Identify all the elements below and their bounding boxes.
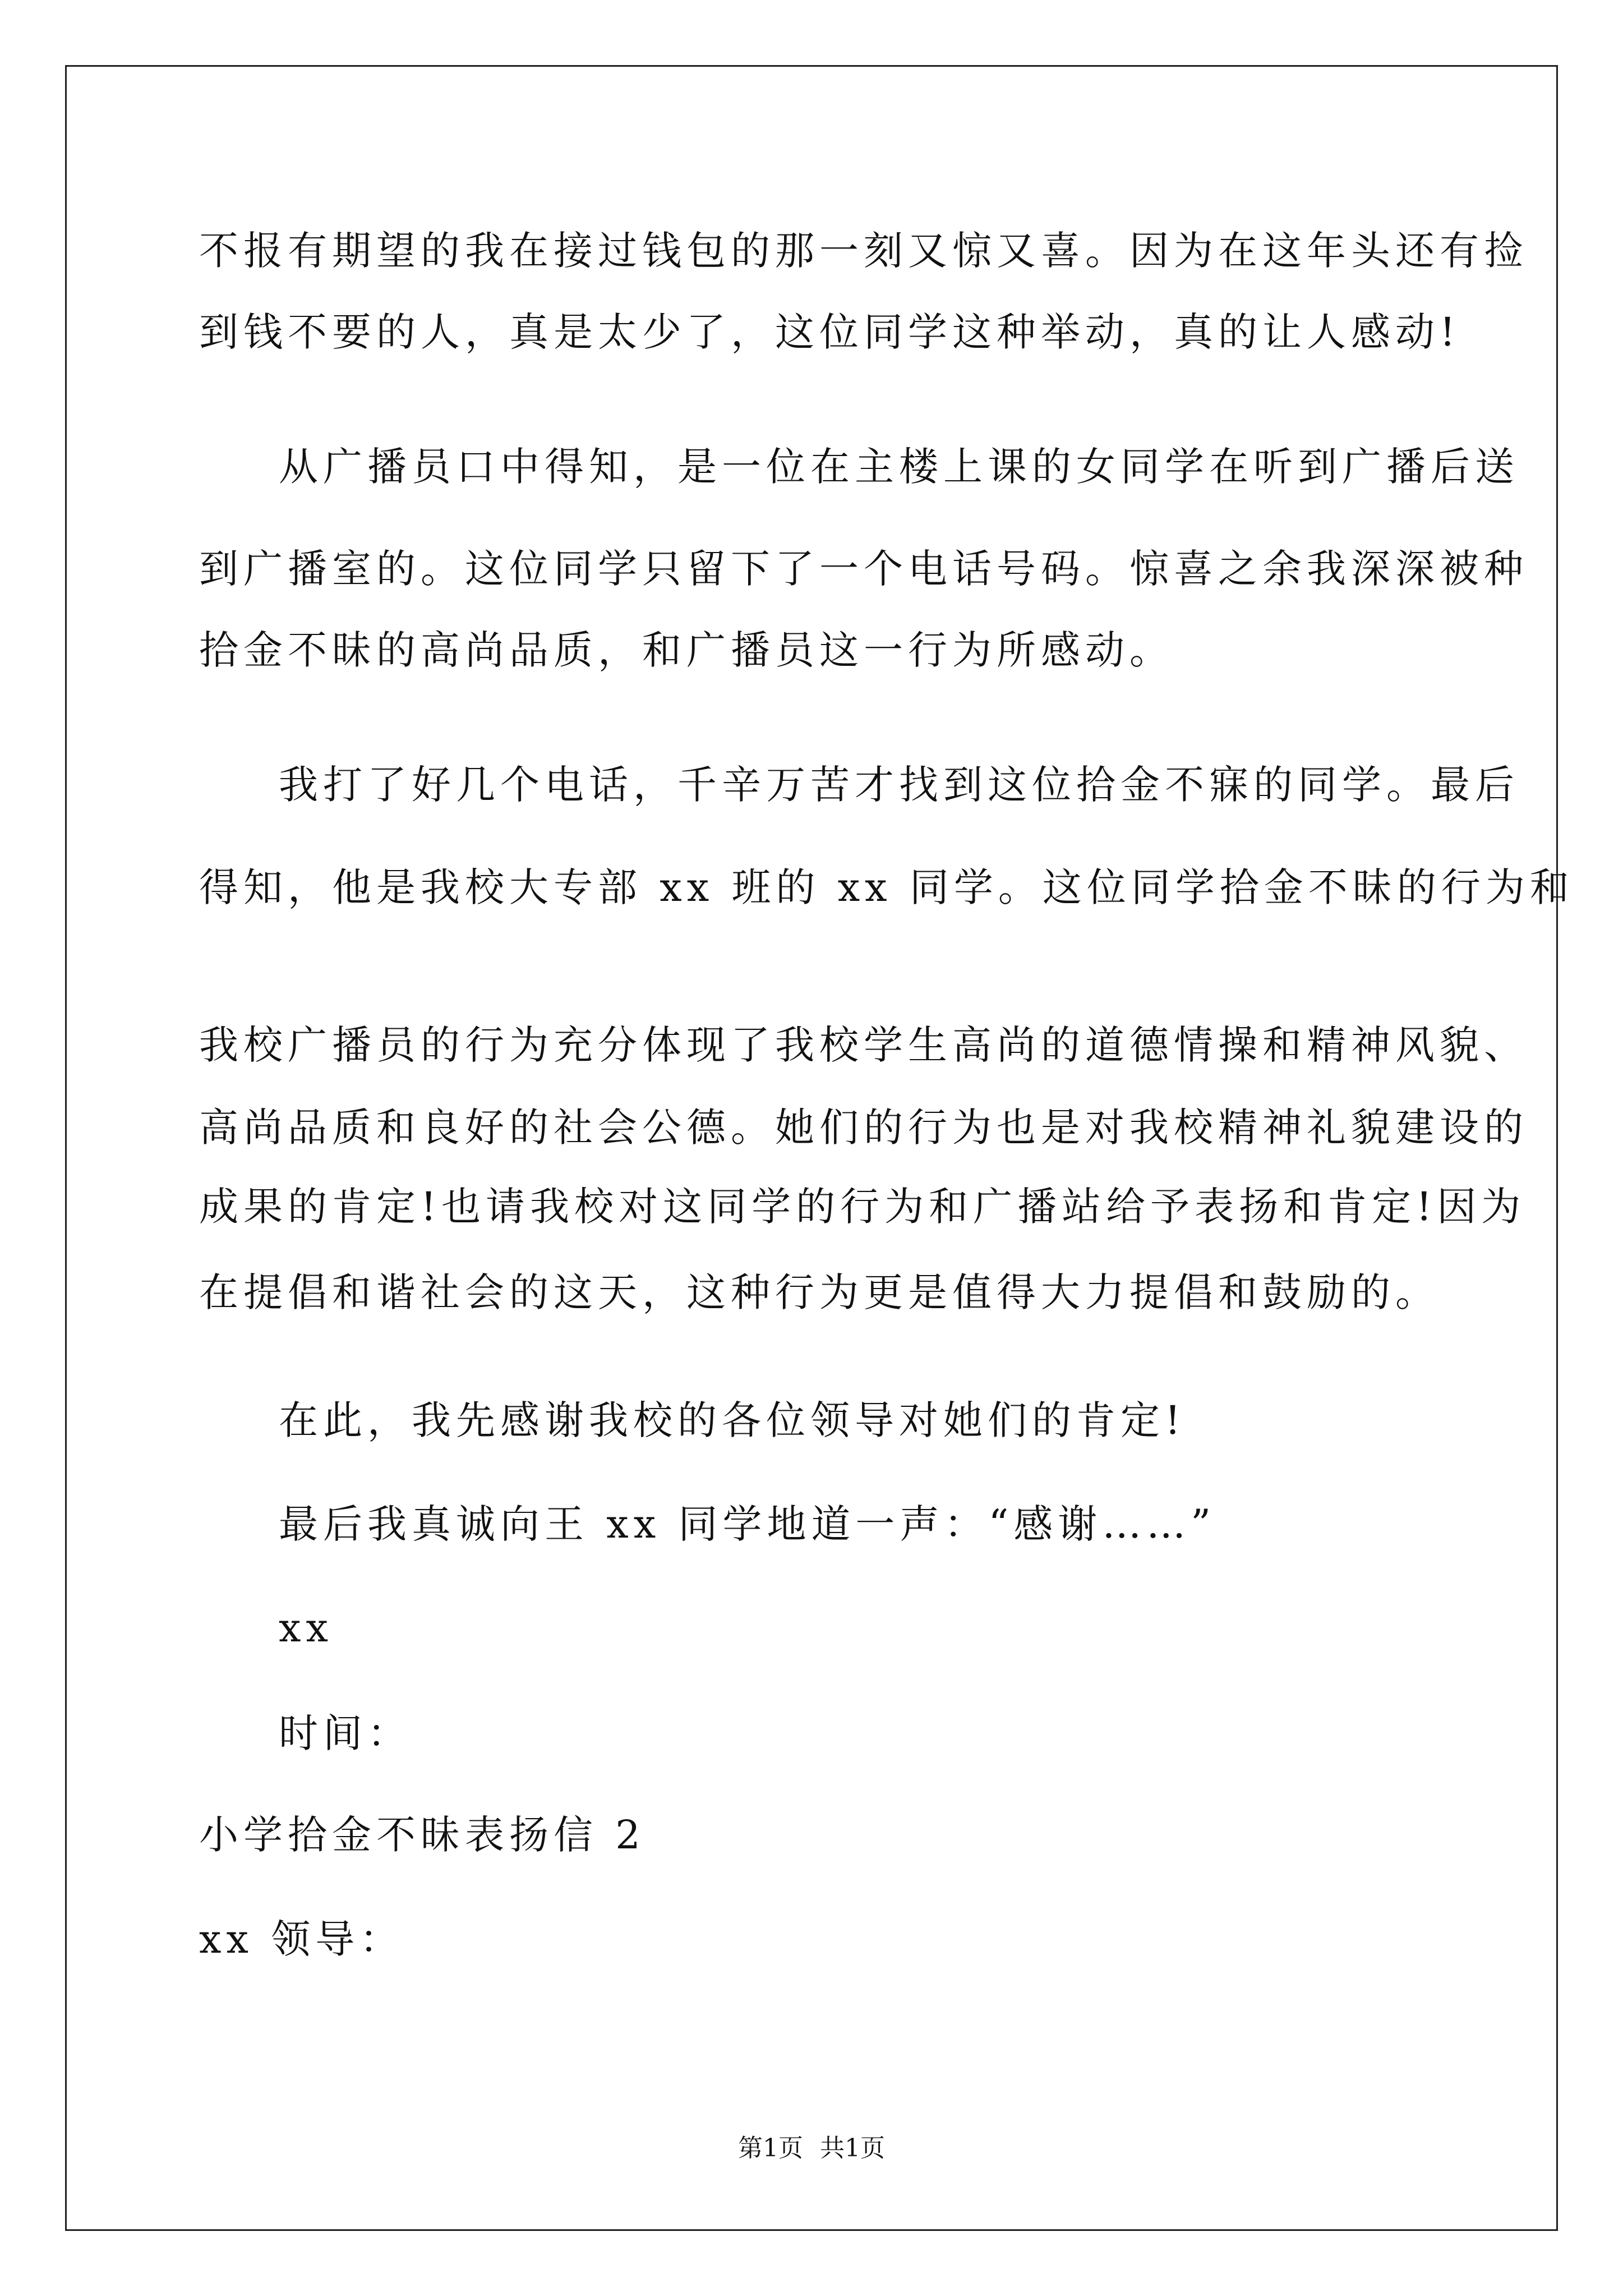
text-line: 在此，我先感谢我校的各位领导对她们的肯定! [279, 1397, 1186, 1443]
text-line: 我校广播员的行为充分体现了我校学生高尚的道德情操和精神风貌、 [199, 1022, 1528, 1068]
page-number: 第1页 [738, 2134, 803, 2162]
signature-line: xx [279, 1605, 333, 1651]
text-line: 得知，他是我校大专部 xx 班的 xx 同学。这位同学拾金不昧的行为和 [199, 864, 1574, 910]
text-line: 拾金不昧的高尚品质，和广播员这一行为所感动。 [199, 627, 1174, 673]
date-line: 时间： [279, 1710, 412, 1756]
text-line: 我打了好几个电话，千辛万苦才找到这位拾金不寐的同学。最后 [279, 762, 1519, 808]
page-total: 共1页 [820, 2134, 885, 2162]
text-line: 成果的肯定!也请我校对这同学的行为和广播站给予表扬和肯定!因为 [199, 1184, 1526, 1230]
salutation-line: xx 领导： [199, 1916, 404, 1962]
text-line: 最后我真诚向王 xx 同学地道一声：“感谢……” [279, 1501, 1216, 1547]
section-title: 小学拾金不昧表扬信 2 [199, 1812, 645, 1858]
text-line: 从广播员口中得知，是一位在主楼上课的女同学在听到广播后送 [279, 444, 1519, 490]
text-line: 到广播室的。这位同学只留下了一个电话号码。惊喜之余我深深被种 [199, 546, 1528, 592]
text-line: 在提倡和谐社会的这天，这种行为更是值得大力提倡和鼓励的。 [199, 1269, 1440, 1315]
text-line: 到钱不要的人，真是太少了，这位同学这种举动，真的让人感动! [199, 309, 1461, 355]
page-footer [0, 2132, 1623, 2165]
text-line: 高尚品质和良好的社会公德。她们的行为也是对我校精神礼貌建设的 [199, 1105, 1528, 1151]
text-line: 不报有期望的我在接过钱包的那一刻又惊又喜。因为在这年头还有捡 [199, 228, 1528, 274]
